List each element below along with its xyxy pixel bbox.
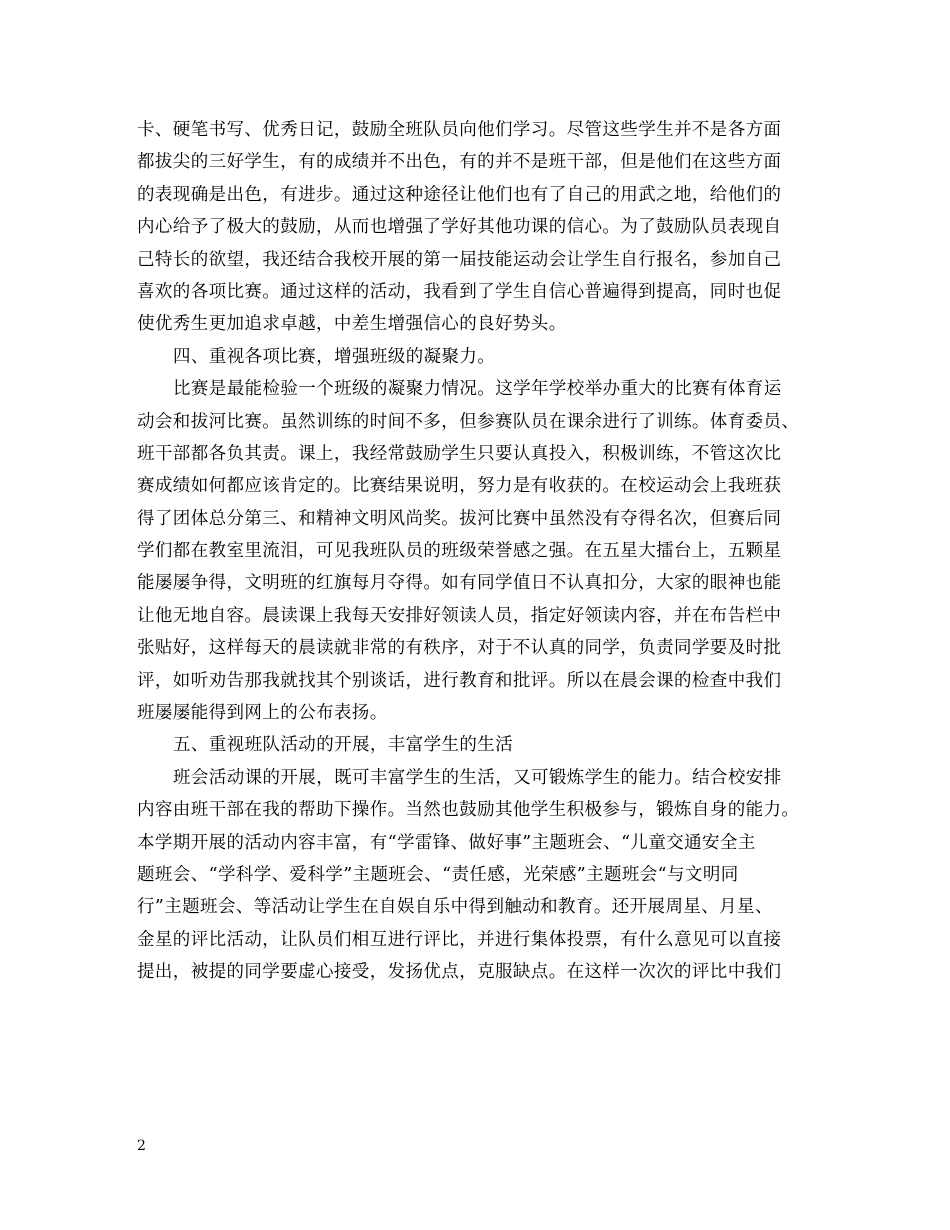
section-heading: 四、重视各项比赛，增强班级的凝聚力。 [173, 346, 496, 367]
section-heading: 五、重视班队活动的开展，丰富学生的生活 [173, 735, 514, 756]
text-line: 班干部都各负其责。课上，我经常鼓励学生只要认真投入，积极训练，不管这次比 [137, 443, 782, 464]
text-line: 评，如听劝告那我就找其个别谈话，进行教育和批评。所以在晨会课的检查中我们 [137, 670, 782, 691]
text-line: 使优秀生更加追求卓越，中差生增强信心的良好势头。 [137, 314, 567, 335]
text-line: 内容由班干部在我的帮助下操作。当然也鼓励其他学生积极参与，锻炼自身的能力。 [137, 800, 800, 821]
text-line: 都拔尖的三好学生，有的成绩并不出色，有的并不是班干部，但是他们在这些方面 [137, 152, 782, 173]
text-line: 动会和拔河比赛。虽然训练的时间不多，但参赛队员在课余进行了训练。体育委员、 [137, 411, 800, 432]
text-line: 的表现确是出色，有进步。通过这种途径让他们也有了自己的用武之地，给他们的 [137, 184, 782, 205]
text-line: 张贴好，这样每天的晨读就非常的有秩序，对于不认真的同学，负责同学要及时批 [137, 638, 782, 659]
text-line: 学们都在教室里流泪，可见我班队员的班级荣誉感之强。在五星大擂台上，五颗星 [137, 541, 782, 562]
text-line: 赛成绩如何都应该肯定的。比赛结果说明，努力是有收获的。在校运动会上我班获 [137, 476, 782, 497]
paragraph-first-line: 班会活动课的开展，既可丰富学生的生活，又可锻炼学生的能力。结合校安排 [173, 767, 782, 788]
text-line: 题班会、“学科学、爱科学”主题班会、“责任感，光荣感”主题班会“与文明同 [137, 864, 739, 885]
text-line: 行”主题班会、等活动让学生在自娱自乐中得到触动和教育。还开展周星、月星、 [137, 897, 773, 918]
paragraph-first-line: 比赛是最能检验一个班级的凝聚力情况。这学年学校举办重大的比赛有体育运 [173, 379, 782, 400]
text-line: 提出，被提的同学要虚心接受，发扬优点，克服缺点。在这样一次次的评比中我们 [137, 962, 782, 983]
text-line: 能屡屡争得，文明班的红旗每月夺得。如有同学值日不认真扣分，大家的眼神也能 [137, 573, 782, 594]
text-line: 班屡屡能得到网上的公布表扬。 [137, 703, 388, 724]
text-line: 卡、硬笔书写、优秀日记，鼓励全班队员向他们学习。尽管这些学生并不是各方面 [137, 120, 782, 140]
text-line: 得了团体总分第三、和精神文明风尚奖。拔河比赛中虽然没有夺得名次，但赛后同 [137, 508, 782, 529]
body-text [137, 114, 827, 989]
text-line: 喜欢的各项比赛。通过这样的活动，我看到了学生自信心普遍得到提高，同时也促 [137, 281, 782, 302]
text-line: 金星的评比活动，让队员们相互进行评比，并进行集体投票，有什么意见可以直接 [137, 929, 782, 950]
text-line: 内心给予了极大的鼓励，从而也增强了学好其他功课的信心。为了鼓励队员表现自 [137, 217, 782, 238]
text-line: 让他无地自容。晨读课上我每天安排好领读人员，指定好领读内容，并在布告栏中 [137, 605, 782, 626]
page-number: 2 [137, 1138, 146, 1154]
text-line: 己特长的欲望，我还结合我校开展的第一届技能运动会让学生自行报名，参加自己 [137, 249, 782, 270]
text-line: 本学期开展的活动内容丰富，有“学雷锋、做好事”主题班会、“儿童交通安全主 [137, 832, 756, 853]
